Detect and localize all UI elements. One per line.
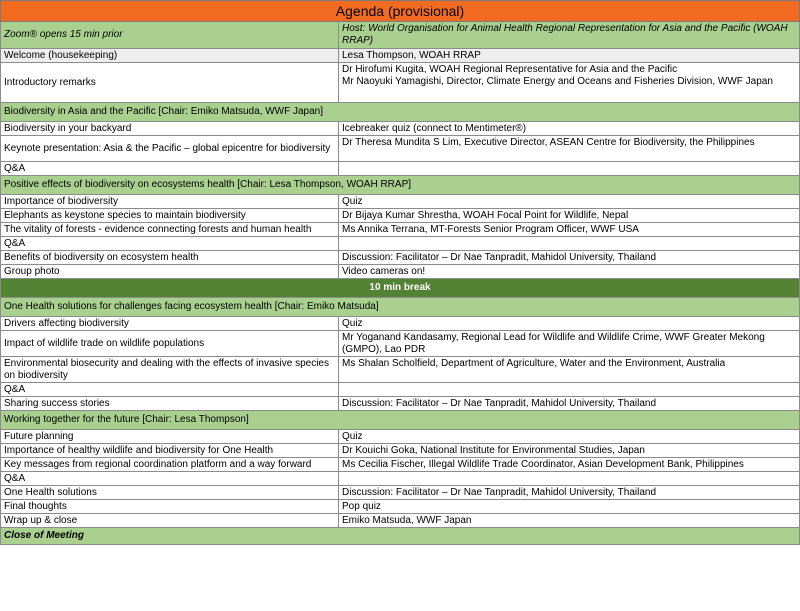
agenda-row (1, 162, 800, 176)
agenda-detail (339, 472, 800, 486)
agenda-row (1, 357, 800, 383)
agenda-item: Final thoughts (1, 500, 339, 514)
agenda-detail: Quiz (339, 195, 800, 209)
section-heading: One Health solutions for challenges facing ecosystem health [Chair: Emiko Matsuda] (1, 298, 800, 317)
agenda-item: Drivers affecting biodiversity (1, 317, 339, 331)
agenda-detail: Quiz (339, 317, 800, 331)
agenda-detail: Dr Kouichi Goka, National Institute for Environmental Studies, Japan (339, 444, 800, 458)
agenda-detail: Lesa Thompson, WOAH RRAP (339, 49, 800, 63)
agenda-detail: Dr Theresa Mundita S Lim, Executive Director, ASEAN Centre for Biodiversity, the Philippines (339, 136, 800, 162)
agenda-title-row (1, 1, 800, 22)
agenda-row (1, 383, 800, 397)
agenda-row (1, 223, 800, 237)
agenda-detail: Discussion: Facilitator – Dr Nae Tanpradit, Mahidol University, Thailand (339, 251, 800, 265)
agenda-detail: Ms Shalan Scholfield, Department of Agriculture, Water and the Environment, Australia (339, 357, 800, 383)
agenda-detail (339, 383, 800, 397)
agenda-row (1, 317, 800, 331)
agenda-detail: Video cameras on! (339, 265, 800, 279)
agenda-title: Agenda (provisional) (1, 1, 800, 22)
agenda-detail: Icebreaker quiz (connect to Mentimeter®) (339, 122, 800, 136)
section-heading: Working together for the future [Chair: Lesa Thompson] (1, 411, 800, 430)
break-row (1, 279, 800, 298)
agenda-row (1, 122, 800, 136)
agenda-detail: Discussion: Facilitator – Dr Nae Tanpradit, Mahidol University, Thailand (339, 397, 800, 411)
agenda-detail: Emiko Matsuda, WWF Japan (339, 514, 800, 528)
agenda-detail: Quiz (339, 430, 800, 444)
intro-row (1, 63, 800, 103)
agenda-item: Benefits of biodiversity on ecosystem health (1, 251, 339, 265)
agenda-item: Key messages from regional coordination platform and a way forward (1, 458, 339, 472)
agenda-row (1, 136, 800, 162)
agenda-item: One Health solutions (1, 486, 339, 500)
agenda-item: Environmental biosecurity and dealing with the effects of invasive species on biodiversity (1, 357, 339, 383)
section-heading-row (1, 176, 800, 195)
zoom-note: Zoom® opens 15 min prior (1, 22, 339, 49)
zoom-row (1, 22, 800, 49)
agenda-row (1, 195, 800, 209)
break-label: 10 min break (1, 279, 800, 298)
agenda-item: Importance of healthy wildlife and biodiversity for One Health (1, 444, 339, 458)
agenda-row (1, 251, 800, 265)
agenda-item: Importance of biodiversity (1, 195, 339, 209)
agenda-detail (339, 63, 800, 103)
agenda-item: Wrap up & close (1, 514, 339, 528)
agenda-item: Elephants as keystone species to maintain biodiversity (1, 209, 339, 223)
agenda-row (1, 397, 800, 411)
close-row (1, 528, 800, 545)
agenda-item: Q&A (1, 237, 339, 251)
section-heading-row (1, 103, 800, 122)
agenda-item: Sharing success stories (1, 397, 339, 411)
agenda-detail: Discussion: Facilitator – Dr Nae Tanpradit, Mahidol University, Thailand (339, 486, 800, 500)
agenda-row (1, 265, 800, 279)
agenda-detail: Dr Bijaya Kumar Shrestha, WOAH Focal Point for Wildlife, Nepal (339, 209, 800, 223)
agenda-row (1, 209, 800, 223)
section-heading-row (1, 411, 800, 430)
agenda-row (1, 472, 800, 486)
intro-speaker-2: Mr Naoyuki Yamagishi, Director, Climate Energy and Oceans and Fisheries Division, WWF Japan (342, 76, 773, 87)
welcome-row (1, 49, 800, 63)
agenda-item: Q&A (1, 383, 339, 397)
close-label: Close of Meeting (1, 528, 800, 545)
section-heading-row (1, 298, 800, 317)
agenda-row (1, 237, 800, 251)
agenda-detail: Pop quiz (339, 500, 800, 514)
agenda-detail: Ms Annika Terrana, MT-Forests Senior Program Officer, WWF USA (339, 223, 800, 237)
agenda-item: Biodiversity in your backyard (1, 122, 339, 136)
agenda-item: Q&A (1, 472, 339, 486)
intro-speaker-1: Dr Hirofumi Kugita, WOAH Regional Representative for Asia and the Pacific (342, 64, 678, 75)
agenda-detail: Ms Cecilia Fischer, Illegal Wildlife Trade Coordinator, Asian Development Bank, Philippines (339, 458, 800, 472)
agenda-row (1, 486, 800, 500)
agenda-item: Future planning (1, 430, 339, 444)
agenda-item: Welcome (housekeeping) (1, 49, 339, 63)
agenda-row (1, 458, 800, 472)
agenda-item: Q&A (1, 162, 339, 176)
agenda-detail: Mr Yoganand Kandasamy, Regional Lead for Wildlife and Wildlife Crime, WWF Greater Mekong (GMPO), Lao PDR (339, 331, 800, 357)
section-heading: Biodiversity in Asia and the Pacific [Chair: Emiko Matsuda, WWF Japan] (1, 103, 800, 122)
agenda-row (1, 514, 800, 528)
agenda-detail (339, 162, 800, 176)
agenda-detail (339, 237, 800, 251)
agenda-item: The vitality of forests - evidence connecting forests and human health (1, 223, 339, 237)
agenda-item: Impact of wildlife trade on wildlife populations (1, 331, 339, 357)
section-heading: Positive effects of biodiversity on ecosystems health [Chair: Lesa Thompson, WOAH RRAP] (1, 176, 800, 195)
agenda-row (1, 331, 800, 357)
agenda-row (1, 500, 800, 514)
agenda-item: Keynote presentation: Asia & the Pacific – global epicentre for biodiversity (1, 136, 339, 162)
agenda-item: Introductory remarks (1, 63, 339, 103)
host-note: Host: World Organisation for Animal Health Regional Representation for Asia and the Pacific (WOAH RRAP) (339, 22, 800, 49)
agenda-row (1, 430, 800, 444)
agenda-item: Group photo (1, 265, 339, 279)
agenda-row (1, 444, 800, 458)
